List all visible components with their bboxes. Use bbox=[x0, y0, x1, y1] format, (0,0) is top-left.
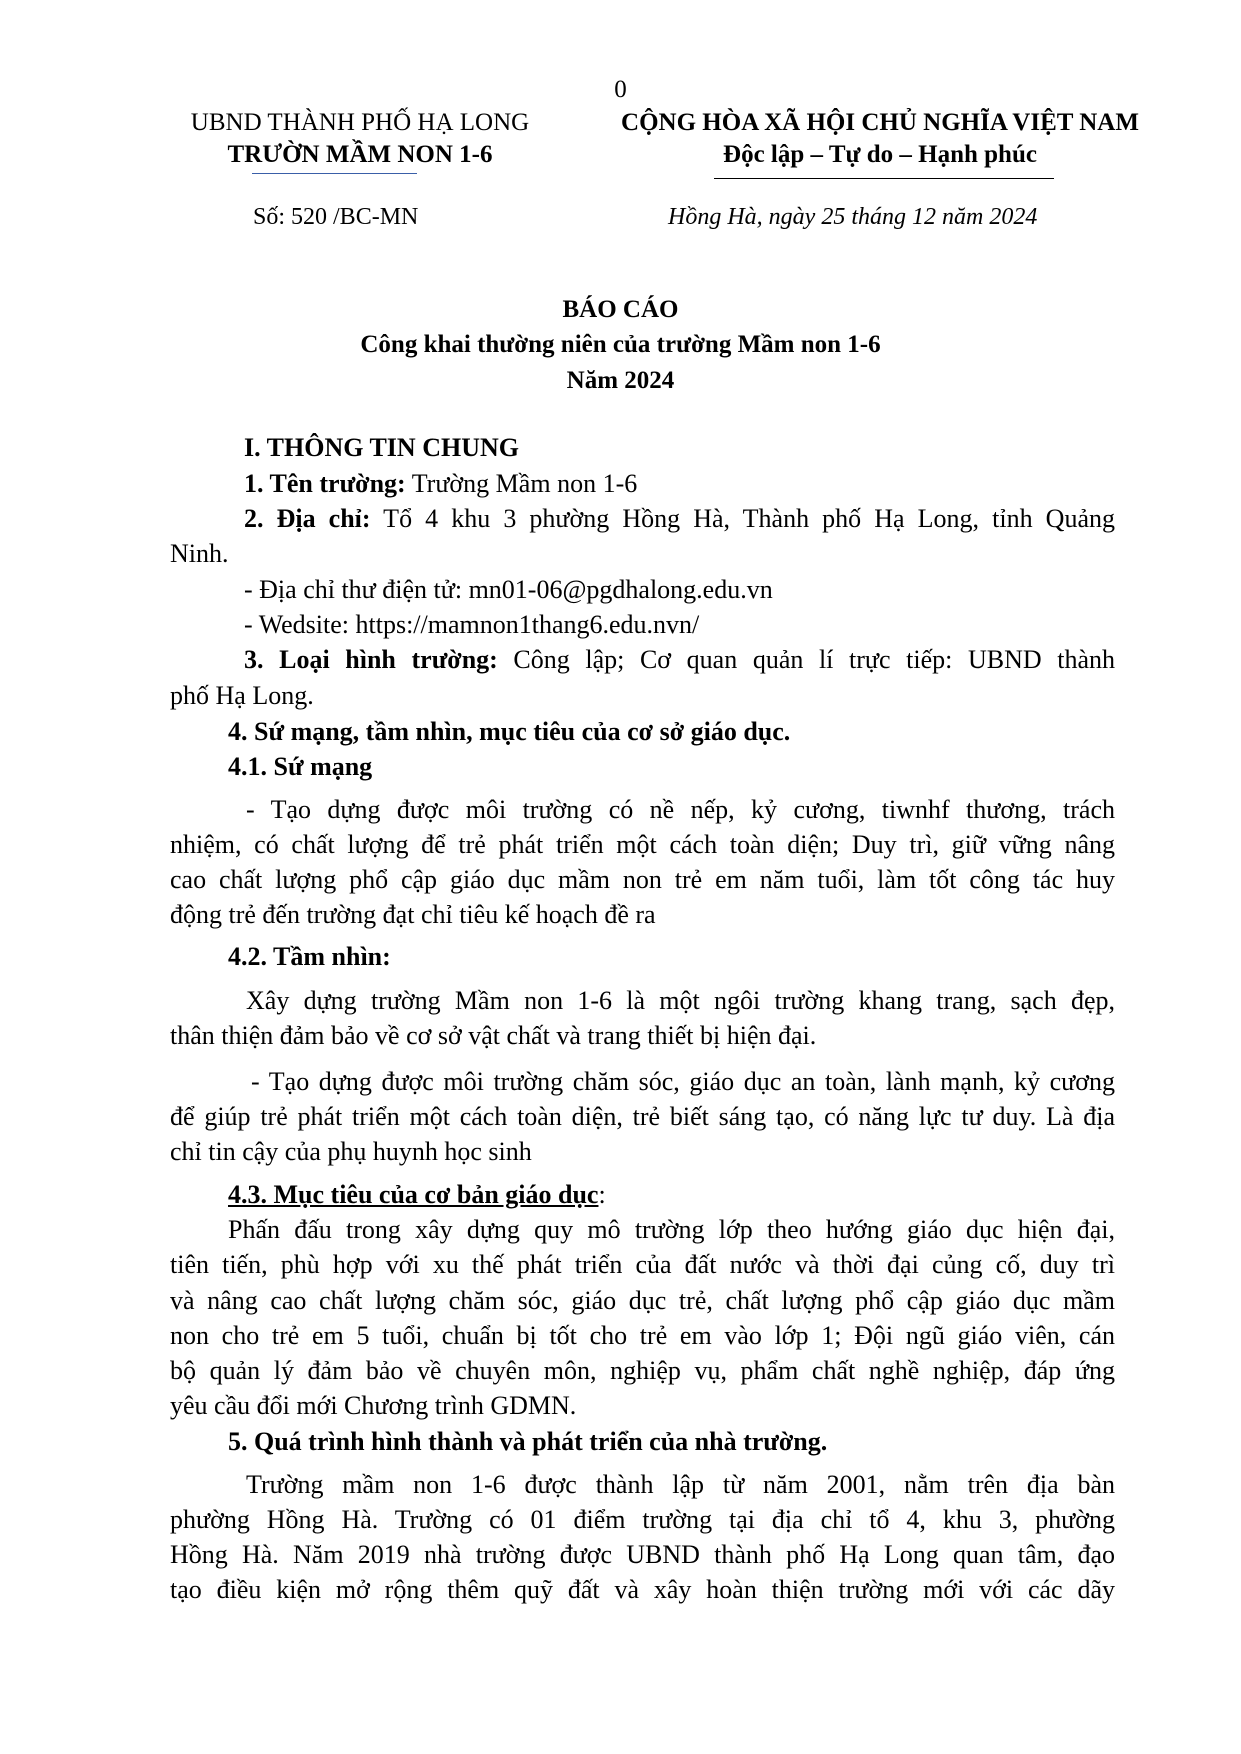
address-label: 2. Địa chỉ: bbox=[244, 504, 371, 533]
place-date: Hồng Hà, ngày 25 tháng 12 năm 2024 bbox=[668, 204, 1038, 230]
national-title: CỘNG HÒA XÃ HỘI CHỦ NGHĨA VIỆT NAM bbox=[621, 109, 1139, 136]
goals-line: Phấn đấu trong xây dựng quy mô trường lớp theo hướng giáo dục hiện đại, bbox=[228, 1215, 1115, 1244]
national-motto-block bbox=[570, 107, 1190, 171]
school-name-line bbox=[244, 469, 637, 499]
email-line: - Địa chỉ thư điện tử: mn01-06@pgdhalong.edu.vn bbox=[244, 575, 773, 604]
issuer-underline bbox=[252, 173, 417, 174]
mission-line-last: động trẻ đến trường đạt chỉ tiêu kế hoạch đề ra bbox=[170, 900, 656, 929]
school-type-continuation: phố Hạ Long. bbox=[170, 681, 314, 710]
mission-line: nhiệm, có chất lượng để trẻ phát triển một cách toàn diện; Duy trì, giữ vững nâng bbox=[170, 830, 1115, 859]
school-type-value: Công lập; Cơ quan quản lí trực tiếp: UBND thành bbox=[497, 645, 1116, 674]
issuer-authority: UBND THÀNH PHỐ HẠ LONG bbox=[190, 109, 530, 136]
goals-heading-colon: : bbox=[598, 1180, 606, 1209]
issuer-school: TRƯỜN MẦM NON 1-6 bbox=[227, 141, 493, 168]
section-heading-vision: 4.2. Tầm nhìn: bbox=[228, 942, 391, 971]
report-subtitle: Công khai thường niên của trường Mầm non 1-6 bbox=[360, 331, 881, 358]
section-heading-mission-vision: 4. Sứ mạng, tầm nhìn, mục tiêu của cơ sở giáo dục. bbox=[228, 717, 791, 746]
goals-heading-text: 4.3. Mục tiêu của cơ bản giáo dục bbox=[228, 1180, 599, 1209]
address-value: Tổ 4 khu 3 phường Hồng Hà, Thành phố Hạ Long, tỉnh Quảng bbox=[370, 504, 1115, 533]
report-year: Năm 2024 bbox=[566, 367, 675, 394]
goals-line: bộ quản lý đảm bảo về chuyên môn, nghiệp vụ, phẩm chất nghề nghiệp, đáp ứng bbox=[170, 1356, 1115, 1385]
goals-line: và nâng cao chất lượng chăm sóc, giáo dục trẻ, chất lượng phổ cập giáo dục mầm bbox=[170, 1286, 1115, 1315]
mission-line: cao chất lượng phổ cập giáo dục mầm non trẻ em năm tuổi, làm tốt công tác huy bbox=[170, 865, 1115, 894]
address-continuation: Ninh. bbox=[170, 539, 229, 568]
section-heading-history: 5. Quá trình hình thành và phát triển của nhà trường. bbox=[228, 1427, 828, 1456]
goals-line-last: yêu cầu đổi mới Chương trình GDMN. bbox=[170, 1391, 577, 1420]
vision-line: để giúp trẻ phát triển một cách toàn diện, trẻ biết sáng tạo, có năng lực tư duy. Là địa bbox=[170, 1102, 1115, 1131]
document-number: Số: 520 /BC-MN bbox=[253, 204, 419, 230]
page-number: 0 bbox=[614, 76, 627, 103]
vision-line: Xây dựng trường Mầm non 1-6 là một ngôi trường khang trang, sạch đẹp, bbox=[246, 986, 1115, 1015]
history-line: phường Hồng Hà. Trường có 01 điểm trường tại địa chỉ tổ 4, khu 3, phường bbox=[170, 1505, 1115, 1534]
goals-line: tiên tiến, phù hợp với xu thế phát triển của đất nước và thời đại củng cố, duy trì bbox=[170, 1250, 1115, 1279]
section-heading-goals bbox=[228, 1180, 606, 1210]
school-type-line bbox=[244, 645, 1115, 675]
school-type-label: 3. Loại hình trường: bbox=[244, 645, 498, 674]
mission-line: - Tạo dựng được môi trường có nề nếp, kỷ cương, tiwnhf thương, trách bbox=[246, 795, 1115, 824]
vision-line-last: chỉ tin cậy của phụ huynh học sinh bbox=[170, 1137, 532, 1166]
section-heading-mission: 4.1. Sứ mạng bbox=[228, 752, 373, 781]
school-name-label: 1. Tên trường: bbox=[244, 469, 406, 498]
website-line: - Wedsite: https://mamnon1thang6.edu.nvn/ bbox=[244, 610, 700, 639]
motto-underline bbox=[714, 178, 1054, 179]
report-title: BÁO CÁO bbox=[562, 296, 679, 323]
national-motto: Độc lập – Tự do – Hạnh phúc bbox=[723, 141, 1037, 168]
history-line: Trường mầm non 1-6 được thành lập từ năm 2001, nằm trên địa bàn bbox=[246, 1470, 1115, 1499]
issuer-block bbox=[150, 107, 570, 171]
section-heading-general-info: I. THÔNG TIN CHUNG bbox=[244, 433, 519, 462]
school-name-value: Trường Mầm non 1-6 bbox=[405, 469, 638, 498]
address-line bbox=[244, 504, 1115, 534]
history-line: tạo điều kiện mở rộng thêm quỹ đất và xây hoàn thiện trường mới với các dãy bbox=[170, 1575, 1115, 1604]
vision-line-last: thân thiện đảm bảo về cơ sở vật chất và trang thiết bị hiện đại. bbox=[170, 1021, 817, 1050]
goals-line: non cho trẻ em 5 tuổi, chuẩn bị tốt cho trẻ em vào lớp 1; Đội ngũ giáo viên, cán bbox=[170, 1321, 1115, 1350]
history-line: Hồng Hà. Năm 2019 nhà trường được UBND thành phố Hạ Long quan tâm, đạo bbox=[170, 1540, 1115, 1569]
vision-line: - Tạo dựng được môi trường chăm sóc, giáo dục an toàn, lành mạnh, kỷ cương bbox=[251, 1067, 1115, 1096]
